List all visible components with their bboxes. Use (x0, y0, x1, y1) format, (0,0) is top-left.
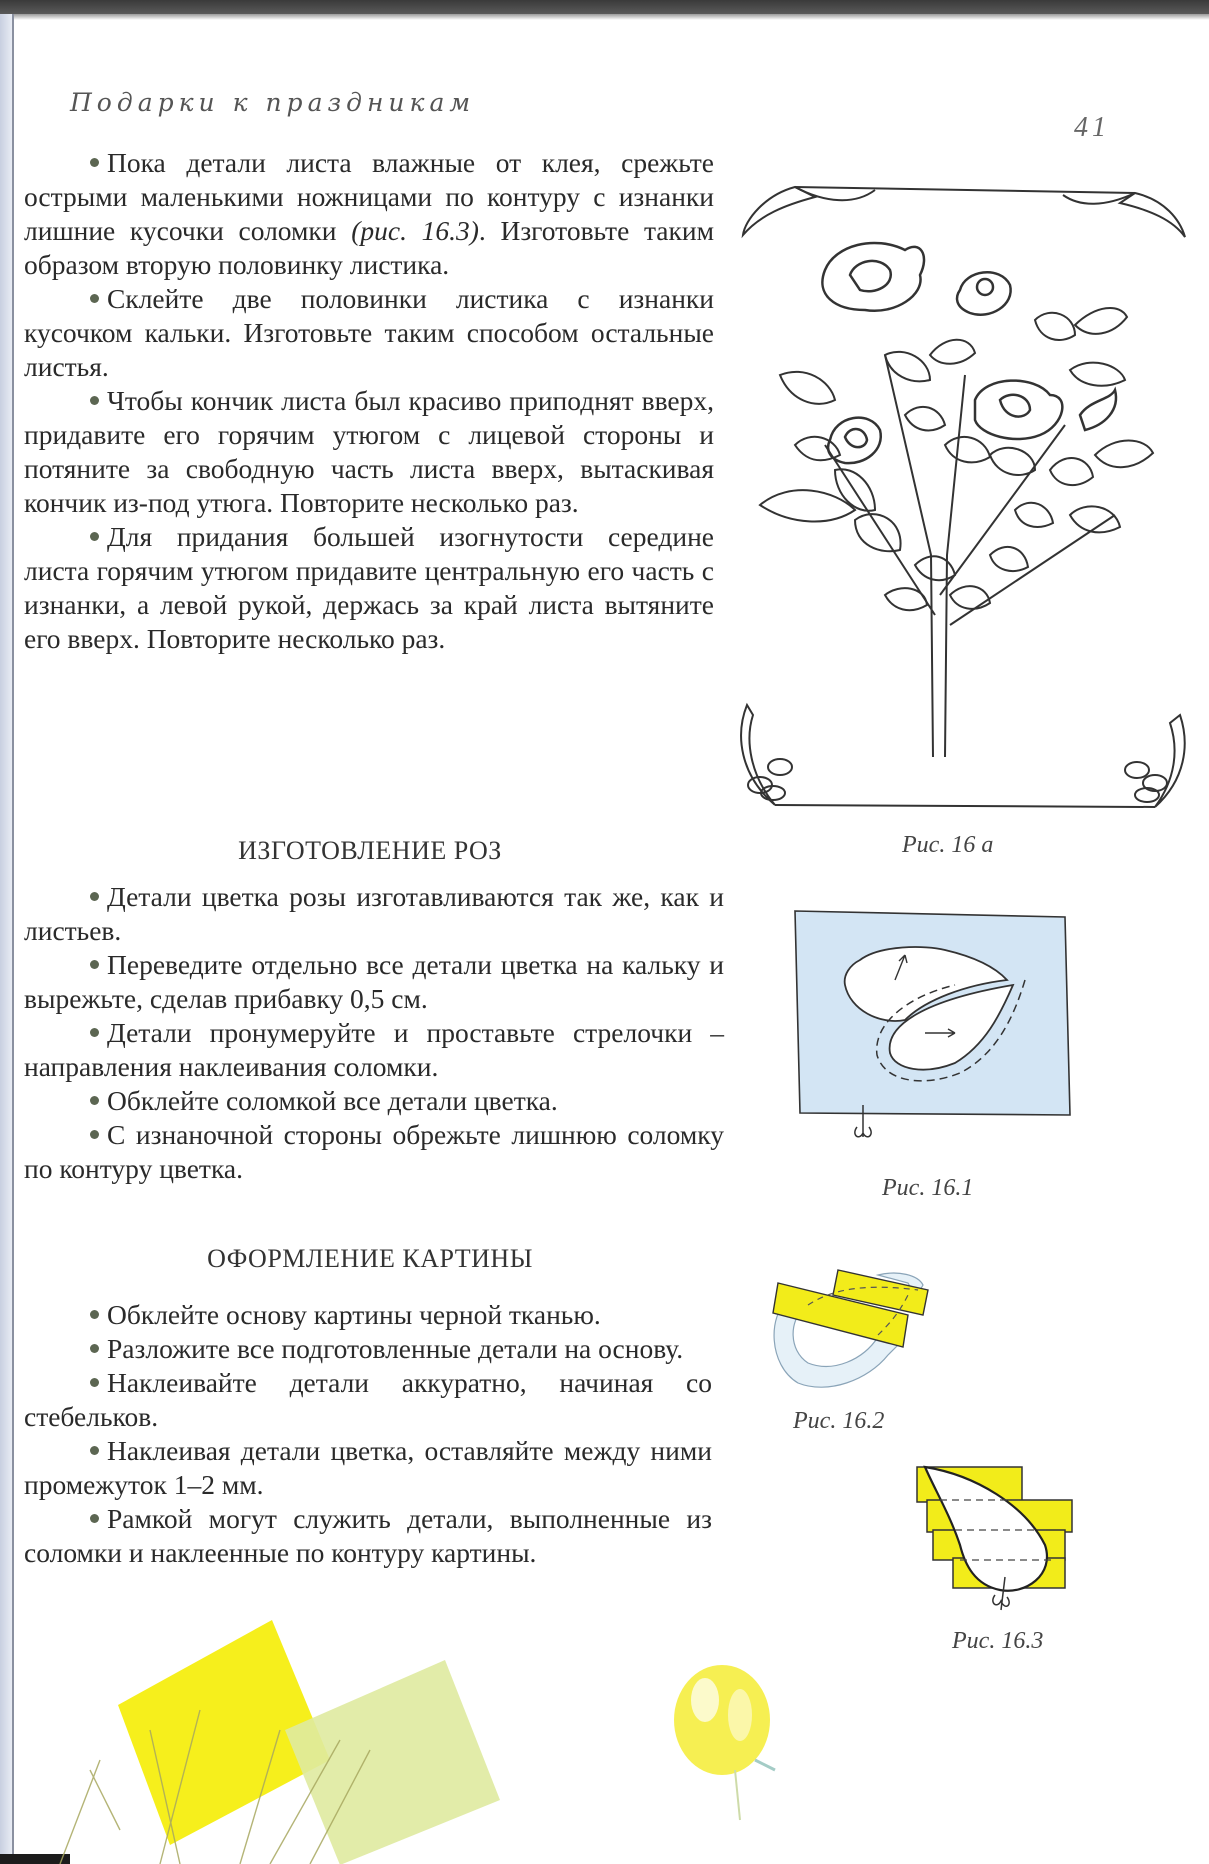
frame-top-line (795, 187, 1135, 193)
frame-leaf (768, 759, 792, 775)
bullet-icon (90, 294, 99, 303)
bullet-icon (90, 1310, 99, 1319)
paragraph: Наклеивая детали цветка, оставляйте между ними промежуток 1–2 мм. (24, 1435, 712, 1500)
leaf (1070, 363, 1125, 386)
section-picture (24, 1298, 712, 1570)
leaf (1050, 458, 1093, 485)
leaf (905, 407, 945, 431)
paragraph: Переведите отдельно все детали цветка на кальку и вырежьте, сделав прибавку 0,5 см. (24, 949, 724, 1014)
bullet-icon (90, 1446, 99, 1455)
frame-leaf (1125, 762, 1149, 778)
leaf (885, 352, 930, 381)
bullet-icon (90, 1028, 99, 1037)
bullet-icon (90, 532, 99, 541)
section-heading-picture: ОФОРМЛЕНИЕ КАРТИНЫ (207, 1244, 533, 1273)
figure-caption: Рис. 16.3 (952, 1628, 1044, 1654)
paragraph: Разложите все подготовленные детали на основу. (24, 1332, 712, 1366)
yellow-rose (674, 1665, 775, 1820)
bottom-decoration (0, 1620, 1209, 1864)
scan-top-edge (0, 0, 1209, 14)
bullet-icon (90, 396, 99, 405)
bullet-icon (90, 1096, 99, 1105)
bullet-icon (90, 1344, 99, 1353)
green-square (285, 1660, 500, 1864)
paragraph: Обклейте основу картины черной тканью. (24, 1298, 712, 1332)
leaf (945, 437, 990, 462)
leaf (915, 556, 955, 580)
figure-straw-strips (758, 1255, 948, 1405)
book-spine-edge (0, 14, 14, 1864)
bullet-icon (90, 158, 99, 167)
leaf (930, 340, 975, 364)
section-leaves (24, 146, 714, 656)
paragraph: Детали цветка розы изготавливаются так же, как и листьев. (24, 881, 724, 946)
frame-corner-top-right-2 (1063, 193, 1135, 204)
leaf (950, 586, 990, 609)
figure-caption: Рис. 16.2 (793, 1408, 885, 1434)
figure-rose-bouquet (735, 175, 1190, 825)
figure-trim-contour (915, 1465, 1080, 1615)
paragraph: Рамкой могут служить детали, выполненные из соломки и наклеенные по контуру картины. (24, 1503, 712, 1568)
figure-caption: Рис. 16 а (902, 832, 994, 858)
stem (885, 355, 933, 757)
bullet-icon (90, 1514, 99, 1523)
leaf (780, 372, 835, 404)
paragraph: Склейте две половинки листика с изнанки кусочком кальки. Изготовьте таким способом остальные листья. (24, 283, 714, 382)
rose (822, 243, 924, 311)
bullet-icon (90, 1130, 99, 1139)
paragraph: Для придания большей изогнутости середине листа горячим утюгом придавите центральную его часть с изнанки, а левой рукой, держась за край листа вытяните его вверх. Повторите несколько раз. (24, 521, 714, 654)
rose (975, 381, 1062, 439)
leaf (760, 490, 855, 521)
paragraph: Детали пронумеруйте и проставьте стрелочки – направления наклеивания соломки. (24, 1017, 724, 1082)
paragraph: Обклейте соломкой все детали цветка. (24, 1084, 724, 1118)
leaf (1015, 503, 1053, 527)
scan-shadow (0, 14, 1209, 20)
bullet-icon (90, 960, 99, 969)
page-number: 41 (1074, 112, 1110, 143)
frame-bottom-line (775, 805, 1155, 807)
figure-leaf-pattern (785, 905, 1075, 1145)
paragraph: Чтобы кончик листа был красиво приподнят вверх, придавите его горячим утюгом с лицевой стороны и потяните за свободную часть листа вверх, вытаскивая кончик из-под утюга. Повторите несколько раз. (24, 385, 714, 518)
running-head: Подарки к праздникам (70, 88, 476, 117)
section-roses (24, 880, 724, 1186)
paragraph: Наклеивайте детали аккуратно, начиная со стебельков. (24, 1367, 712, 1432)
leaf (1075, 308, 1127, 334)
rose-bud (1080, 390, 1116, 430)
paragraph: Пока детали листа влажные от клея, срежьте острыми маленькими ножницами по контуру с изнанки лишние кусочки соломки (рис. 16.3). Изготовьте таким образом вторую половинку листика. (24, 147, 714, 280)
stem (825, 445, 935, 615)
bullet-icon (90, 1378, 99, 1387)
leaf (990, 448, 1035, 475)
leaf (1035, 313, 1075, 340)
leaf (990, 547, 1028, 571)
rose (957, 272, 1011, 314)
bullet-icon (90, 892, 99, 901)
frame-corner-top-right (1120, 193, 1185, 237)
leaf (1095, 441, 1153, 468)
figure-caption: Рис. 16.1 (882, 1175, 974, 1201)
figure-reference: (рис. 16.3) (351, 215, 479, 246)
section-heading-roses: ИЗГОТОВЛЕНИЕ РОЗ (238, 836, 502, 865)
paragraph: С изнаночной стороны обрежьте лишнюю соломку по контуру цветка. (24, 1119, 724, 1184)
leaf (855, 514, 901, 551)
frame-corner-top-left (743, 187, 815, 235)
